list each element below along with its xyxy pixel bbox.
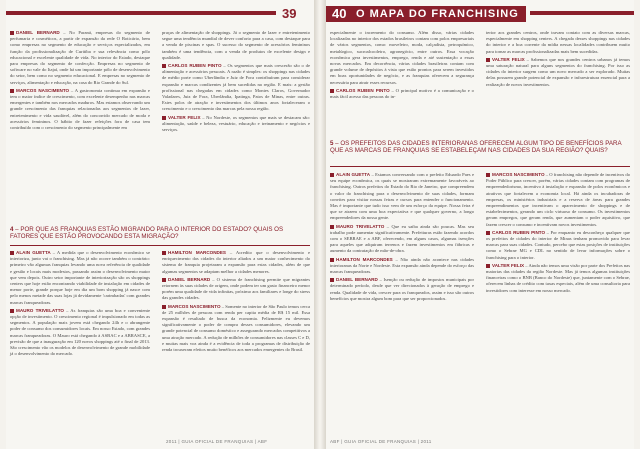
answer-text: – As franquias são uma boa e conveniente opção de investimento. O crescimento regional é impulsionado em todas as segmentos. A população mais jovem está chegando 24h e o abrangente poder de consumo dos consumidores locais. Em nosso Estado, com grandes marcas franqueadoras. O Mauro está chegando à ASBAC e a ABRASCE, a previsão de que a inauguração em 120 novos shoppings até o final de 2013. São crescimento vão os modelos de desenvolvimento de grande mobilidade já o desenvolvimento do mercado. <box>10 307 150 357</box>
section-title: O MAPA DO FRANCHISING <box>356 8 519 20</box>
answer-text: especialmente o incremento do consumo. Além disso, várias cidades localizadas no interior dos estados brasileiros contam com polos empresariais de vários segmentos, como: moveleiro, moda, calçadista, petroquímico, metalúrgico, sucroalcooleiro, agronegócio, entre outros. Essa vocação econômica gera investimentos, emprego, renda e até sustentação a essas novas mercados. Em decorrência, várias cidades brasileiras contam com grande volume de depósitos à vista que estão prontos para serem investidos em boas oportunidades de negócio, e as franquias oferecem a segurança necessária para atrair esses recursos. <box>330 30 474 85</box>
answer-paragraph <box>486 57 630 88</box>
left-page <box>6 0 314 449</box>
respondent-name: DANIEL BERNARD <box>16 30 60 35</box>
respondent-name: MAURO TRIVELATTO <box>16 307 64 313</box>
right-page <box>326 0 634 449</box>
bullet-square-icon <box>330 173 334 177</box>
bullet-square-icon <box>10 89 14 93</box>
answer-text: terior aos grandes centros, onde travam contato com as diversas marcas, especialmente em shopping centers. A chegada desses shoppings nas cidades do interior e a boa corrente da mídia nessas localidades contribuem muito para tornar as marcas profissionalizadas mais bem sucedidas. <box>486 30 630 54</box>
bullet-square-icon <box>486 264 490 268</box>
answer-text: – A gastronomia continua em expansão e tem o maior índice de crescimento, com excelente desempenho nas marcas emergentes e também nos mercados maduros. Mas estamos observando um grande crescimento das franquias relacionadas aos segmentos de lazer, entretenimento e vida saudável, além do concorrido mercado de moda e acessórios femininos. O hábito de fazer refeições fora de casa tem contribuído com o crescimento do segmento principalmente em <box>10 87 150 131</box>
answer-text: – O principal motivo é a comunicação e o mais fácil acesso das pessoas do in- <box>330 87 474 100</box>
answer-paragraph <box>162 63 310 113</box>
answer-paragraph <box>162 277 310 302</box>
answer-paragraph <box>330 172 474 222</box>
respondent-name: ALAIN GUETTA <box>16 250 51 255</box>
answer-text: – Sabemos que nos grandes centros urbanos já temos uma saturação natural para alguns segmentos do franchising. Por isso as cidades do interior surgem como um novo mercado a ser explorado. Muitas delas possuem grande potencial de expansão e infraestrutura essencial para a realização de novos investimentos. <box>486 56 630 87</box>
answer-text: – O franchising não depende de incentivos do Poder Público para crescer, porém, várias cidades contam com programas de empreendedorismo, incentivo à instalação e expansão de polos econômicos e atrativos que fortalecem a economia local. Há ainda os incubadoras de empresas, os ministérios industriais e a reserva de áreas para grandes empreendimentos que incentivam o aparecimento de shoppings e de estabelecimentos, gerando um ciclo virtuoso de consumo. Os investimentos geram empregos, que geram renda, que aumentam o poder aquisitivo, que fazem crescer o consumo e incentivam novos investimentos. <box>486 172 630 227</box>
answer-paragraph <box>10 30 150 86</box>
answer-paragraph <box>330 224 474 255</box>
bullet-square-icon <box>330 89 334 93</box>
page-footer: ABF | GUIA OFICIAL DE FRANQUIAS | 2011 <box>330 439 432 444</box>
left-col-3 <box>10 250 150 359</box>
bullet-square-icon <box>162 116 166 120</box>
respondent-name: MARCOS NASCIMENTO <box>16 87 70 93</box>
page-number: 40 <box>332 6 347 21</box>
respondent-name: ALAIN GUETTA <box>336 172 371 177</box>
answer-text: – A medida que o desenvolvimento econômico se interioriza, junto vai o franchising. Mas já não ocorre também o contrário: primeiro vão algumas franquias levando uma nova referência de qualidade e gestão e locais mais modestos, passando assim o desenvolvimento maior que vem depois. Outro setor importante de interiorização são os shoppings centers que hoje estão encontrando viabilidade de instalação em cidades de menor porte, grande porque hoje em dia um bom shopping já nasce com pelo menos metade das suas lojas já devidamente 'carimbadas' com grandes marcas franqueadoras. <box>10 250 150 305</box>
question-divider <box>10 245 310 246</box>
answer-text: – No Nordeste, os segmentos que mais se destacam são: alimentação, saúde e beleza, vestuário, educação e treinamento e negócios e serviços. <box>162 114 310 133</box>
respondent-name: VALTER FELIX <box>168 114 201 120</box>
answer-paragraph <box>162 304 310 354</box>
answer-paragraph <box>162 115 310 134</box>
answer-text: – Ainda não temos uma visão por parte dos Prefeitos nas maiorias das cidades da região Nordeste. Mas já temos algumas instituições financeiras como o BNB (Banco do Nordeste) que, juntamente com o Sebrae, oferecem linhas de crédito com taxas especiais, além de uma consultoria para investidores com interesse em nosso mercado. <box>486 262 630 293</box>
header-bar <box>530 11 634 15</box>
left-page-header <box>6 6 314 20</box>
bullet-square-icon <box>10 251 14 255</box>
page-gutter <box>314 0 326 449</box>
respondent-name: CARLOS RUBEN PINTO <box>168 63 222 69</box>
bullet-square-icon <box>486 231 490 235</box>
answer-text: – Por enquanto eu desconheço qualquer que os prefeitos de cidades do interior de Minas tenham promovido para levar marcas para suas cidades. Contudo, percebo que estas posições de instituições como o Sebrae MG e CDL no sentido de levar informações sobre o franchising para o interior. <box>486 229 630 260</box>
question-text: OS PREFEITOS DAS CIDADES INTERIORANAS OFERECEM ALGUM TIPO DE BENEFÍCIOS PARA QUE AS MARCAS DE FRANQUIAS SE ESTABELEÇAM NAS CIDADES DA SUA REGIÃO? QUAIS? <box>330 140 622 155</box>
question-number: 5 <box>330 140 334 147</box>
bullet-square-icon <box>162 278 166 282</box>
answer-paragraph <box>486 263 630 294</box>
answer-text: – Somente no interior de São Paulo temos cerca de 25 milhões de pessoas com renda per capita média de R$ 15 mil. Essa expansão é resultado de busca da economia. Felizmente eu devemos significativamente o poder de compra desses consumidores, elevando um grande potencial de consumo doméstico e assegurando mercados competitivos a uma atração mercado. A redução de milhões de consumidores nas classes C e D, e muitas mais voz ainda é a evidência de toda a programas de distribuição de renda trouxeram efeitos muito benéficos aos mercados emergentes do Brasil. <box>162 303 310 353</box>
right-col-4 <box>486 172 630 296</box>
answer-text: – Isenção ou redução de impostos municipais por determinado período, desde que ver direcionados à geração de emprego e renda. Qualidade de vida, crescer para os franqueados, assim e isso são outros benefícios que mostra algum bom para que ser proporcionados. <box>330 277 474 301</box>
question-heading: 5 – OS PREFEITOS DAS CIDADES INTERIORANAS OFERECEM ALGUM TIPO DE BENEFÍCIOS PARA QUE AS MARCAS DE FRANQUIAS SE ESTABELEÇAM NAS CIDADES DA SUA REGIÃO? QUAIS? <box>330 140 622 155</box>
bullet-square-icon <box>162 64 166 68</box>
answer-text: – Estamos conversando com o prefeito Eduardo Paes e seu equipe econômica, os quais se mostraram extremamente favoráveis ao franchising. Outros prefeitos do Estado do Rio de Janeiro, que compreendem o valor do franchising para o desenvolvimento de suas cidades, formam convites para visitar nossas feiras e cursos para entender o funcionamento. Mas é importante que tudo isso vem de um esforço da equipe. Nossa feira é que se atraem com uma boa expectativa e que qualquer governo, a longo empreendedores da nossa gente. <box>330 172 474 221</box>
right-page-header <box>326 6 634 22</box>
answer-paragraph <box>486 230 630 261</box>
respondent-name: DANIEL BERNARD <box>168 276 211 282</box>
bullet-square-icon <box>330 258 334 262</box>
left-col-2 <box>162 30 310 135</box>
right-col-2 <box>486 30 630 90</box>
answer-paragraph <box>162 250 310 275</box>
answer-text: – No Paraná, empresas do segmento de perfumaria e cosméticos, a partir de expansão da rede O Boticário, bem como empresas no segmento de educação e serviços especializados, em função da profissionalização de Curitiba e sua relevância como pólo educacional e excelente qualidade de vida. No interior do Estado, destaque para empresas do segmento de confecção. Empresas no segmento de software no vale do Itajaí, onde há um importante pólo de desenvolvimento do setor, bem como no segmento educacional. E empresas no segmento de serviços, alimentação e educação, na casa do Rio Grande do Sul. <box>10 30 150 85</box>
bullet-square-icon <box>162 305 166 309</box>
respondent-name: VALTER FELIX <box>492 262 525 268</box>
answer-paragraph <box>486 172 630 228</box>
respondent-name: DANIEL BERNARD <box>336 277 378 283</box>
answer-text: – O sistema de franchising permite que migrantes retornem às suas cidades de origem, onde podem ter um gasto financeiro menor porém uma qualidade de vida infinitas, próximo aos familiares e longe do stress das grandes cidades. <box>162 276 310 301</box>
answer-paragraph <box>10 250 150 306</box>
answer-text: – Não ainda não acontece nas cidades interioranas da Norte e Nordeste. Esta expansão ainda depende do esforço das marcas franqueadoras. <box>330 256 474 275</box>
answer-paragraph <box>330 257 474 276</box>
bullet-square-icon <box>486 58 490 62</box>
bullet-square-icon <box>330 278 334 282</box>
bullet-square-icon <box>486 173 490 177</box>
respondent-name: HAMILTON MARCONDES <box>168 250 226 255</box>
respondent-name: HAMILTON MARCONDES <box>336 256 393 262</box>
left-col-1 <box>10 30 150 133</box>
page-number: 39 <box>282 6 297 21</box>
header-bar <box>6 11 276 15</box>
page-footer: 2011 | GUIA OFICIAL DE FRANQUIAS | ABF <box>166 439 268 444</box>
respondent-name: MARCOS NASCIMENTO <box>168 303 221 309</box>
answer-text: – Acredito que o desenvolvimento e enriquecimento das cidades do interior aliados a um maior conhecimento do sistema de franquia projetaram a expansão para estas cidades, além de que algumas segmentos se adaptam melhor a cidades menores. <box>162 250 310 274</box>
right-col-3 <box>330 172 474 304</box>
bullet-square-icon <box>10 309 14 313</box>
bullet-square-icon <box>330 225 334 229</box>
question-text: POR QUE AS FRANQUIAS ESTÃO MIGRANDO PARA O INTERIOR DO ESTADO? QUAIS OS FATORES QUE ESTÃO PROVOCANDO ESTA MIGRAÇÃO? <box>10 226 284 241</box>
question-number: 4 <box>10 226 14 233</box>
bullet-square-icon <box>162 251 166 255</box>
respondent-name: VALTER FELIX <box>492 56 525 62</box>
answer-text: praças de alimentação de shoppings. Já o segmento de lazer e entretenimento segue uma tendência mundial de dever conforto para a casa, com destaque para a venda de piscinas e spas. O sucesso do segmento de acessórios femininos também é uma tendência, com a venda de produtos de excelente design e qualidade. <box>162 30 310 60</box>
answer-paragraph <box>10 308 150 358</box>
answer-paragraph <box>330 277 474 302</box>
respondent-name: CARLOS RUBEN PINTO <box>492 229 546 235</box>
right-col-1 <box>330 30 474 102</box>
respondent-name: MAURO TRIVELATTO <box>336 223 385 229</box>
answer-text: – Os segmentos que mais crescerão são o de alimentação e acessórios pessoais. A razão é simples: os shoppings nas cidades de médio porte como Uberlândia e Juiz de Fora contribuíram para considerar expansão e marcas condizentes já bem sucedidas na região. E mais: a gestão profissional nas chegadas em cidades como Montes Claros, Governador Valadares, Juiz de Fora, Uberlândia, Ipatinga, Patos de Minas, entre outras. Estes polos de atração e investimentos dos últimos anos fortaleceram o crescimento e o crescimento das marcas pela nossa região. <box>162 63 310 112</box>
question-divider <box>330 166 630 167</box>
respondent-name: CARLOS RUBEN PINTO <box>336 87 390 93</box>
question-heading: 4 – POR QUE AS FRANQUIAS ESTÃO MIGRANDO PARA O INTERIOR DO ESTADO? QUAIS OS FATORES QUE ESTÃO PROVOCANDO ESTA MIGRAÇÃO? <box>10 226 284 241</box>
header-banner <box>326 6 526 22</box>
bullet-square-icon <box>10 31 14 35</box>
respondent-name: MARCOS NASCIMENTO <box>492 172 545 177</box>
answer-paragraph <box>10 88 150 131</box>
answer-text: – Que eu saiba ainda são poucas. Mas seu trabalho pode aumentar significativamente. Prefeituras estão fazendo acordos com o SEBRAE e a ABF, oferecendo, em alguns casos, algumas isenções para aqueles que adquiram terrenos e fazem investimentos em fábricas e aumento da contratação de mão-de-obra. <box>330 223 474 254</box>
answer-paragraph <box>330 88 474 100</box>
left-col-4 <box>162 250 310 355</box>
